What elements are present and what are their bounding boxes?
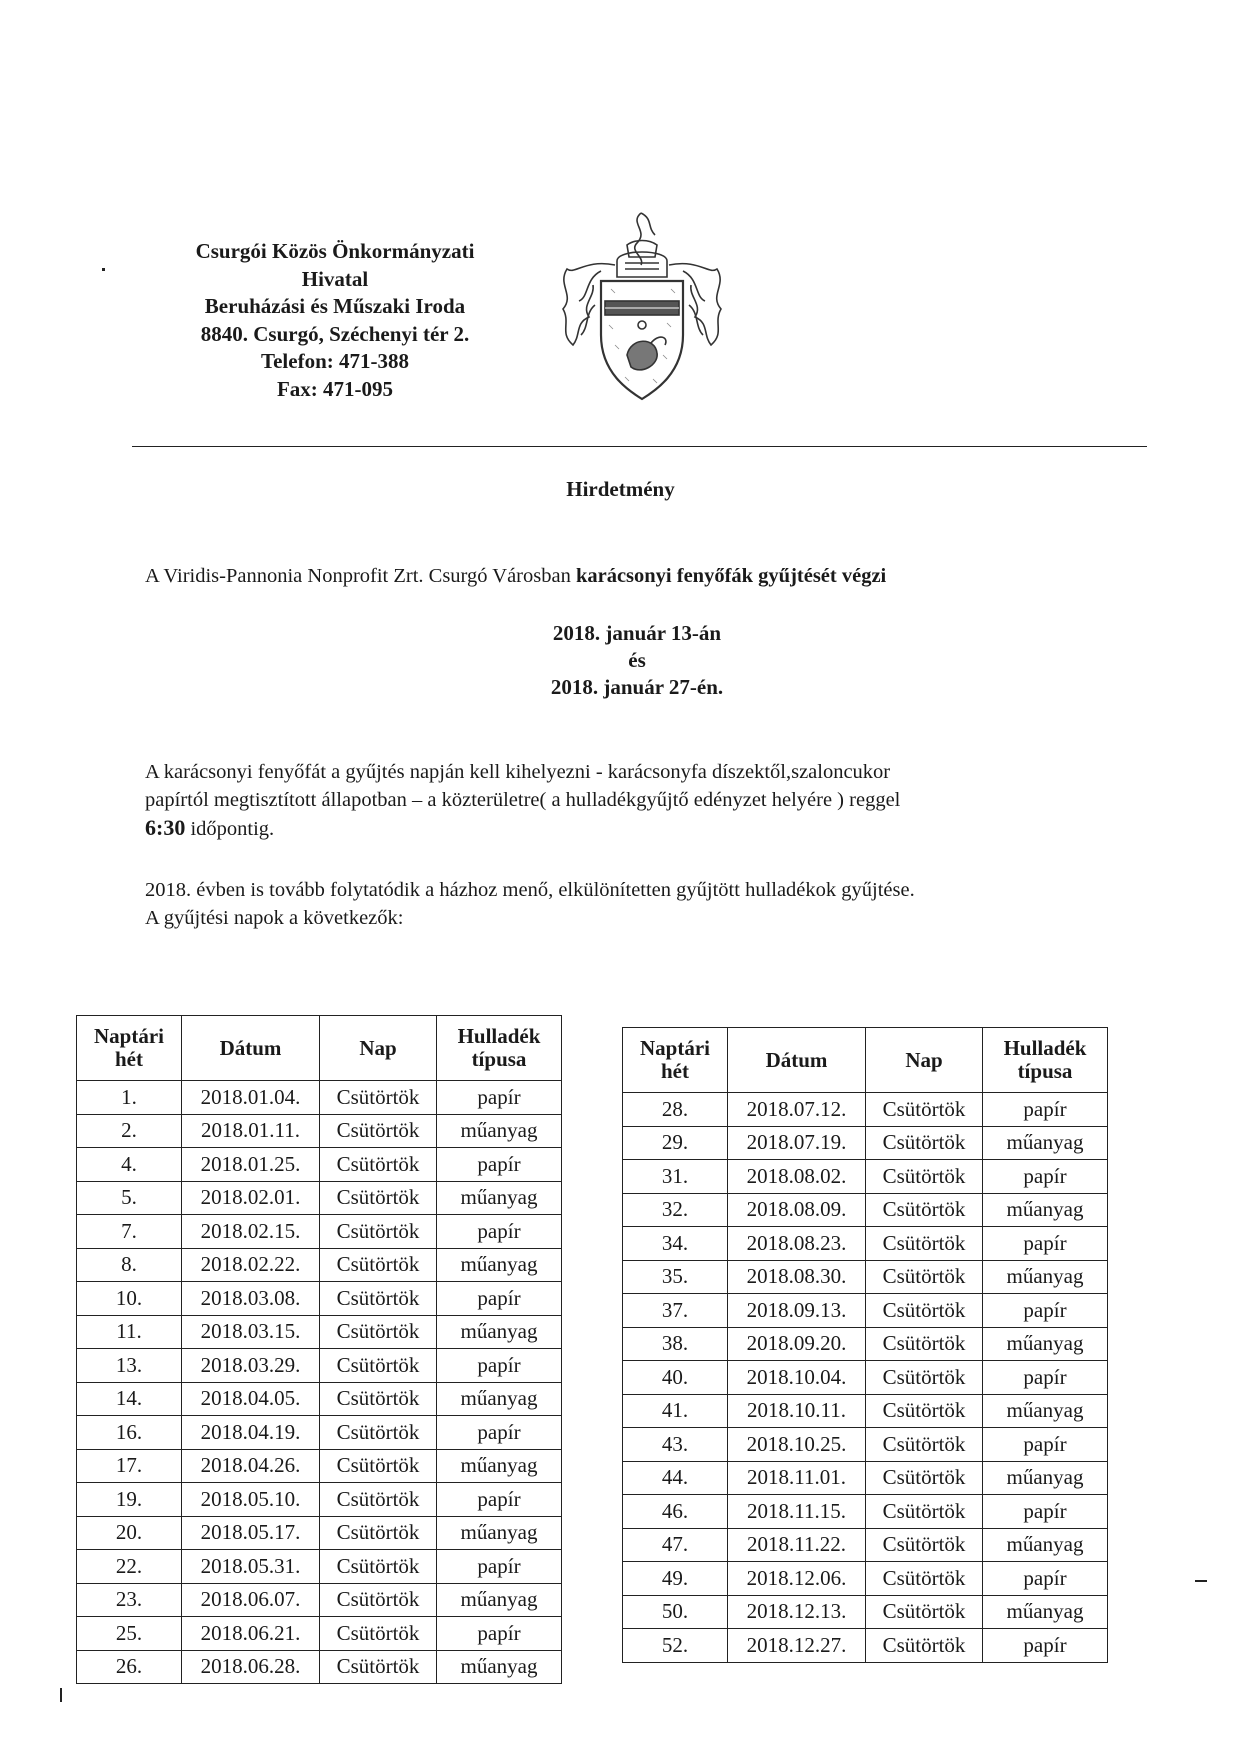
type-cell: papír: [983, 1428, 1108, 1462]
type-cell: papír: [983, 1294, 1108, 1328]
day-cell: Csütörtök: [320, 1483, 437, 1517]
day-cell: Csütörtök: [866, 1495, 983, 1529]
instructions-line3: [145, 814, 900, 843]
date-cell: 2018.10.04.: [728, 1361, 866, 1395]
week-cell: 13.: [77, 1349, 182, 1383]
type-header: Hulladék típusa: [437, 1016, 562, 1081]
week-header: Naptári hét: [77, 1016, 182, 1081]
type-cell: műanyag: [437, 1516, 562, 1550]
schedule-table-left: [76, 1015, 562, 1684]
collection-dates: [0, 620, 1241, 701]
type-cell: műanyag: [437, 1382, 562, 1416]
week-cell: 41.: [623, 1394, 728, 1428]
date-cell: 2018.04.05.: [182, 1382, 320, 1416]
pickup-time: 6:30: [145, 815, 186, 840]
week-header: Naptári hét: [623, 1028, 728, 1093]
coat-of-arms-icon: [545, 205, 740, 405]
date-cell: 2018.07.12.: [728, 1093, 866, 1127]
week-cell: 4.: [77, 1148, 182, 1182]
table-row: [623, 1093, 1108, 1127]
week-cell: 19.: [77, 1483, 182, 1517]
table-row: [623, 1595, 1108, 1629]
type-cell: papír: [437, 1550, 562, 1584]
date-cell: 2018.10.25.: [728, 1428, 866, 1462]
letterhead: [150, 238, 520, 403]
day-cell: Csütörtök: [320, 1349, 437, 1383]
day-cell: Csütörtök: [866, 1227, 983, 1261]
org-name-line2: Hivatal: [301, 266, 369, 291]
date-cell: 2018.02.22.: [182, 1248, 320, 1282]
type-cell: műanyag: [983, 1461, 1108, 1495]
table-header-row: [77, 1016, 562, 1081]
type-cell: műanyag: [983, 1595, 1108, 1629]
date-cell: 2018.03.29.: [182, 1349, 320, 1383]
intro-bold-text: karácsonyi fenyőfák gyűjtését végzi: [575, 565, 887, 587]
day-cell: Csütörtök: [866, 1093, 983, 1127]
table-row: [623, 1562, 1108, 1596]
type-cell: papír: [983, 1093, 1108, 1127]
continuation-paragraph: [145, 876, 915, 932]
week-cell: 52.: [623, 1629, 728, 1663]
date-cell: 2018.06.21.: [182, 1617, 320, 1651]
week-cell: 31.: [623, 1160, 728, 1194]
date-cell: 2018.04.26.: [182, 1449, 320, 1483]
date-cell: 2018.03.15.: [182, 1315, 320, 1349]
date-cell: 2018.09.13.: [728, 1294, 866, 1328]
type-cell: papír: [437, 1148, 562, 1182]
type-cell: műanyag: [437, 1181, 562, 1215]
table-row: [623, 1260, 1108, 1294]
date-cell: 2018.05.31.: [182, 1550, 320, 1584]
schedule-body-right: [623, 1093, 1108, 1663]
table-row: [77, 1416, 562, 1450]
continuation-line2: A gyűjtési napok a következők:: [145, 907, 404, 929]
type-cell: papír: [437, 1349, 562, 1383]
intro-paragraph: [145, 562, 886, 590]
type-cell: papír: [437, 1416, 562, 1450]
date-cell: 2018.01.25.: [182, 1148, 320, 1182]
week-cell: 43.: [623, 1428, 728, 1462]
table-row: [623, 1327, 1108, 1361]
day-cell: Csütörtök: [320, 1449, 437, 1483]
week-cell: 23.: [77, 1583, 182, 1617]
scan-speck: [1195, 1580, 1207, 1582]
first-date: 2018. január 13-án: [552, 621, 722, 645]
day-cell: Csütörtök: [866, 1461, 983, 1495]
day-cell: Csütörtök: [320, 1215, 437, 1249]
week-cell: 44.: [623, 1461, 728, 1495]
table-row: [77, 1215, 562, 1249]
fax: Fax: 471-095: [276, 376, 394, 401]
day-cell: Csütörtök: [320, 1516, 437, 1550]
day-cell: Csütörtök: [866, 1629, 983, 1663]
date-cell: 2018.07.19.: [728, 1126, 866, 1160]
week-cell: 7.: [77, 1215, 182, 1249]
type-cell: papír: [437, 1483, 562, 1517]
day-cell: Csütörtök: [866, 1294, 983, 1328]
type-cell: műanyag: [437, 1315, 562, 1349]
date-cell: 2018.06.28.: [182, 1650, 320, 1684]
week-cell: 14.: [77, 1382, 182, 1416]
date-cell: 2018.08.02.: [728, 1160, 866, 1194]
table-row: [623, 1461, 1108, 1495]
date-cell: 2018.06.07.: [182, 1583, 320, 1617]
instructions-line1: A karácsonyi fenyőfát a gyűjtés napján kell kihelyezni - karácsonyfa díszektől,szaloncukor: [145, 761, 891, 783]
date-header: Dátum: [182, 1016, 320, 1081]
day-cell: Csütörtök: [866, 1428, 983, 1462]
week-cell: 8.: [77, 1248, 182, 1282]
day-cell: Csütörtök: [866, 1528, 983, 1562]
week-cell: 40.: [623, 1361, 728, 1395]
date-cell: 2018.08.09.: [728, 1193, 866, 1227]
table-row: [77, 1583, 562, 1617]
week-cell: 29.: [623, 1126, 728, 1160]
day-cell: Csütörtök: [320, 1650, 437, 1684]
table-row: [77, 1114, 562, 1148]
day-cell: Csütörtök: [866, 1327, 983, 1361]
date-header: Dátum: [728, 1028, 866, 1093]
day-cell: Csütörtök: [866, 1595, 983, 1629]
day-cell: Csütörtök: [320, 1382, 437, 1416]
intro-text: A Viridis-Pannonia Nonprofit Zrt. Csurgó Városban: [145, 565, 576, 587]
week-cell: 49.: [623, 1562, 728, 1596]
date-cell: 2018.01.04.: [182, 1081, 320, 1115]
week-cell: 20.: [77, 1516, 182, 1550]
table-row: [623, 1394, 1108, 1428]
day-header: Nap: [320, 1016, 437, 1081]
type-cell: műanyag: [983, 1528, 1108, 1562]
date-cell: 2018.11.22.: [728, 1528, 866, 1562]
type-cell: papír: [983, 1361, 1108, 1395]
date-cell: 2018.09.20.: [728, 1327, 866, 1361]
table-row: [623, 1528, 1108, 1562]
date-cell: 2018.02.15.: [182, 1215, 320, 1249]
day-cell: Csütörtök: [320, 1248, 437, 1282]
week-cell: 2.: [77, 1114, 182, 1148]
type-cell: műanyag: [983, 1327, 1108, 1361]
day-cell: Csütörtök: [866, 1260, 983, 1294]
table-row: [77, 1148, 562, 1182]
table-row: [77, 1550, 562, 1584]
table-row: [77, 1315, 562, 1349]
day-cell: Csütörtök: [866, 1361, 983, 1395]
table-row: [77, 1248, 562, 1282]
date-cell: 2018.05.17.: [182, 1516, 320, 1550]
type-cell: műanyag: [983, 1394, 1108, 1428]
week-cell: 37.: [623, 1294, 728, 1328]
type-cell: papír: [983, 1562, 1108, 1596]
day-cell: Csütörtök: [320, 1315, 437, 1349]
table-row: [77, 1650, 562, 1684]
week-cell: 1.: [77, 1081, 182, 1115]
day-cell: Csütörtök: [320, 1583, 437, 1617]
type-cell: műanyag: [983, 1193, 1108, 1227]
day-cell: Csütörtök: [320, 1416, 437, 1450]
table-row: [623, 1629, 1108, 1663]
continuation-line1: 2018. évben is tovább folytatódik a házhoz menő, elkülönítetten gyűjtött hulladékok gyűjtése.: [145, 879, 915, 901]
type-cell: műanyag: [437, 1650, 562, 1684]
week-cell: 28.: [623, 1093, 728, 1127]
table-row: [623, 1126, 1108, 1160]
table-header-row: [623, 1028, 1108, 1093]
day-cell: Csütörtök: [320, 1081, 437, 1115]
week-cell: 11.: [77, 1315, 182, 1349]
week-cell: 46.: [623, 1495, 728, 1529]
type-cell: műanyag: [437, 1583, 562, 1617]
table-row: [77, 1181, 562, 1215]
address: 8840. Csurgó, Széchenyi tér 2.: [200, 321, 470, 346]
date-cell: 2018.12.13.: [728, 1595, 866, 1629]
scan-speck: [60, 1688, 62, 1702]
type-header: Hulladék típusa: [983, 1028, 1108, 1093]
table-row: [623, 1495, 1108, 1529]
day-cell: Csütörtök: [866, 1394, 983, 1428]
table-row: [77, 1483, 562, 1517]
day-cell: Csütörtök: [320, 1181, 437, 1215]
org-name-line1: Csurgói Közös Önkormányzati: [195, 239, 475, 263]
week-cell: 25.: [77, 1617, 182, 1651]
date-cell: 2018.12.06.: [728, 1562, 866, 1596]
week-cell: 47.: [623, 1528, 728, 1562]
type-cell: műanyag: [437, 1248, 562, 1282]
day-cell: Csütörtök: [320, 1282, 437, 1316]
table-row: [77, 1349, 562, 1383]
date-cell: 2018.12.27.: [728, 1629, 866, 1663]
header-divider: [132, 446, 1147, 447]
day-cell: Csütörtök: [320, 1550, 437, 1584]
type-cell: papír: [983, 1495, 1108, 1529]
type-cell: papír: [983, 1227, 1108, 1261]
table-row: [623, 1160, 1108, 1194]
table-row: [77, 1516, 562, 1550]
phone: Telefon: 471-388: [261, 349, 409, 373]
day-cell: Csütörtök: [866, 1562, 983, 1596]
week-cell: 5.: [77, 1181, 182, 1215]
page-title: Hirdetmény: [566, 477, 675, 501]
day-cell: Csütörtök: [866, 1160, 983, 1194]
type-cell: műanyag: [437, 1449, 562, 1483]
table-row: [623, 1193, 1108, 1227]
date-cell: 2018.10.11.: [728, 1394, 866, 1428]
table-row: [77, 1449, 562, 1483]
date-cell: 2018.11.15.: [728, 1495, 866, 1529]
date-cell: 2018.05.10.: [182, 1483, 320, 1517]
day-cell: Csütörtök: [320, 1617, 437, 1651]
instructions-line3-suffix: időpontig.: [185, 818, 275, 840]
table-row: [77, 1382, 562, 1416]
date-cell: 2018.02.01.: [182, 1181, 320, 1215]
date-cell: 2018.11.01.: [728, 1461, 866, 1495]
type-cell: papír: [437, 1081, 562, 1115]
week-cell: 10.: [77, 1282, 182, 1316]
scan-speck: [102, 268, 105, 271]
day-cell: Csütörtök: [866, 1193, 983, 1227]
date-cell: 2018.08.23.: [728, 1227, 866, 1261]
date-cell: 2018.08.30.: [728, 1260, 866, 1294]
instructions-line2: papírtól megtisztított állapotban – a közterületre( a hulladékgyűjtő edényzet helyére ) reggel: [145, 789, 901, 811]
week-cell: 16.: [77, 1416, 182, 1450]
table-row: [623, 1428, 1108, 1462]
instructions-paragraph: [145, 758, 900, 843]
week-cell: 35.: [623, 1260, 728, 1294]
table-row: [623, 1227, 1108, 1261]
table-row: [77, 1081, 562, 1115]
week-cell: 22.: [77, 1550, 182, 1584]
date-cell: 2018.03.08.: [182, 1282, 320, 1316]
week-cell: 38.: [623, 1327, 728, 1361]
week-cell: 34.: [623, 1227, 728, 1261]
type-cell: papír: [437, 1215, 562, 1249]
table-row: [623, 1294, 1108, 1328]
day-cell: Csütörtök: [320, 1148, 437, 1182]
week-cell: 32.: [623, 1193, 728, 1227]
table-row: [77, 1617, 562, 1651]
date-connector: és: [628, 648, 646, 672]
week-cell: 26.: [77, 1650, 182, 1684]
day-cell: Csütörtök: [320, 1114, 437, 1148]
week-cell: 50.: [623, 1595, 728, 1629]
week-cell: 17.: [77, 1449, 182, 1483]
type-cell: papír: [983, 1629, 1108, 1663]
type-cell: műanyag: [983, 1126, 1108, 1160]
day-cell: Csütörtök: [866, 1126, 983, 1160]
type-cell: papír: [437, 1282, 562, 1316]
type-cell: műanyag: [437, 1114, 562, 1148]
date-cell: 2018.01.11.: [182, 1114, 320, 1148]
date-cell: 2018.04.19.: [182, 1416, 320, 1450]
schedule-body-left: [77, 1081, 562, 1684]
table-row: [77, 1282, 562, 1316]
type-cell: műanyag: [983, 1260, 1108, 1294]
second-date: 2018. január 27-én.: [550, 675, 724, 699]
table-row: [623, 1361, 1108, 1395]
schedule-table-right: [622, 1027, 1108, 1663]
type-cell: papír: [437, 1617, 562, 1651]
day-header: Nap: [866, 1028, 983, 1093]
office-name: Beruházási és Műszaki Iroda: [204, 294, 466, 318]
type-cell: papír: [983, 1160, 1108, 1194]
